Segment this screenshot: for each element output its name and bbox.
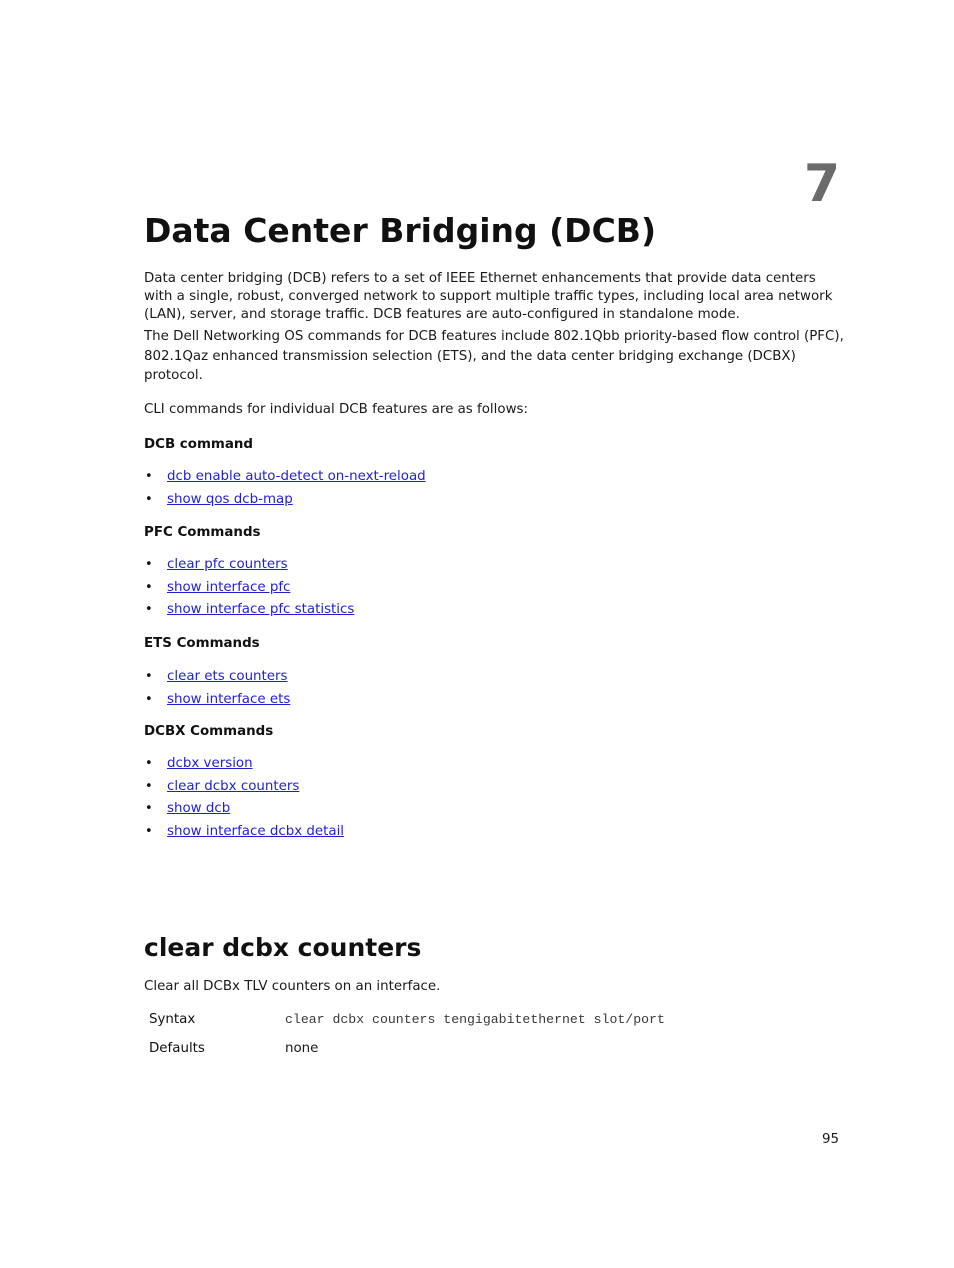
- page-title: Data Center Bridging (DCB): [144, 211, 657, 250]
- chapter-number: 7: [803, 154, 840, 214]
- bullet-icon: •: [145, 557, 153, 572]
- pfc-commands-list: [144, 556, 354, 624]
- section-title: clear dcbx counters: [144, 933, 422, 962]
- dcb-command-list: [144, 468, 426, 513]
- list-item: [144, 755, 344, 778]
- link-dcb-enable-auto-detect[interactable]: dcb enable auto-detect on-next-reload: [167, 469, 426, 484]
- defaults-value: none: [285, 1041, 319, 1056]
- list-item: [144, 778, 344, 801]
- link-show-dcb[interactable]: show dcb: [167, 801, 231, 816]
- link-show-interface-dcbx-detail[interactable]: show interface dcbx detail: [167, 823, 345, 839]
- list-item: [144, 691, 290, 714]
- dcbx-commands-list: [144, 755, 344, 845]
- syntax-label: Syntax: [149, 1012, 196, 1027]
- list-item: [144, 601, 354, 624]
- list-item: [144, 491, 426, 514]
- pfc-commands-heading: PFC Commands: [144, 525, 261, 540]
- list-item: [144, 668, 290, 691]
- bullet-icon: •: [145, 778, 153, 794]
- bullet-icon: •: [145, 491, 153, 507]
- page-number: 95: [821, 1132, 839, 1147]
- intro-paragraph-2: The Dell Networking OS commands for DCB features include 802.1Qbb priority-based flow control (PFC), 802.1Qaz enhanced transmission selection (ETS), and the data center bridging exchange (DCBX) protocol.: [144, 329, 844, 383]
- syntax-value: clear dcbx counters tengigabitethernet slot/port: [285, 1012, 665, 1027]
- dcbx-commands-heading: DCBX Commands: [144, 724, 274, 739]
- link-dcbx-version[interactable]: dcbx version: [167, 756, 253, 771]
- link-clear-pfc-counters[interactable]: clear pfc counters: [167, 557, 288, 572]
- ets-commands-heading: ETS Commands: [144, 636, 260, 651]
- bullet-icon: •: [145, 756, 153, 771]
- list-item: [144, 468, 426, 491]
- intro-paragraph-3: CLI commands for individual DCB features are as follows:: [144, 402, 529, 417]
- command-description: Clear all DCBx TLV counters on an interface.: [144, 979, 441, 994]
- dcb-command-heading: DCB command: [144, 437, 254, 452]
- bullet-icon: •: [145, 469, 153, 484]
- bullet-icon: •: [145, 602, 153, 617]
- link-show-interface-pfc[interactable]: show interface pfc: [167, 579, 291, 595]
- bullet-icon: •: [145, 579, 153, 595]
- link-show-qos-dcb-map[interactable]: show qos dcb-map: [167, 491, 293, 507]
- intro-paragraph-1: Data center bridging (DCB) refers to a set of IEEE Ethernet enhancements that provide data centers with a single, robust, converged network to support multiple traffic types, including local area network (LAN), server, and storage traffic. DCB features are auto-configured in standalone mode.: [144, 271, 833, 322]
- link-show-interface-ets[interactable]: show interface ets: [167, 691, 291, 707]
- defaults-label: Defaults: [149, 1041, 205, 1056]
- ets-commands-list: [144, 668, 290, 713]
- bullet-icon: •: [145, 691, 153, 707]
- link-show-interface-pfc-statistics[interactable]: show interface pfc statistics: [167, 602, 355, 617]
- list-item: [144, 823, 344, 846]
- bullet-icon: •: [145, 801, 153, 816]
- list-item: [144, 556, 354, 579]
- list-item: [144, 579, 354, 602]
- link-clear-dcbx-counters[interactable]: clear dcbx counters: [167, 778, 300, 794]
- bullet-icon: •: [145, 823, 153, 839]
- list-item: [144, 800, 344, 823]
- bullet-icon: •: [145, 669, 153, 684]
- link-clear-ets-counters[interactable]: clear ets counters: [167, 669, 288, 684]
